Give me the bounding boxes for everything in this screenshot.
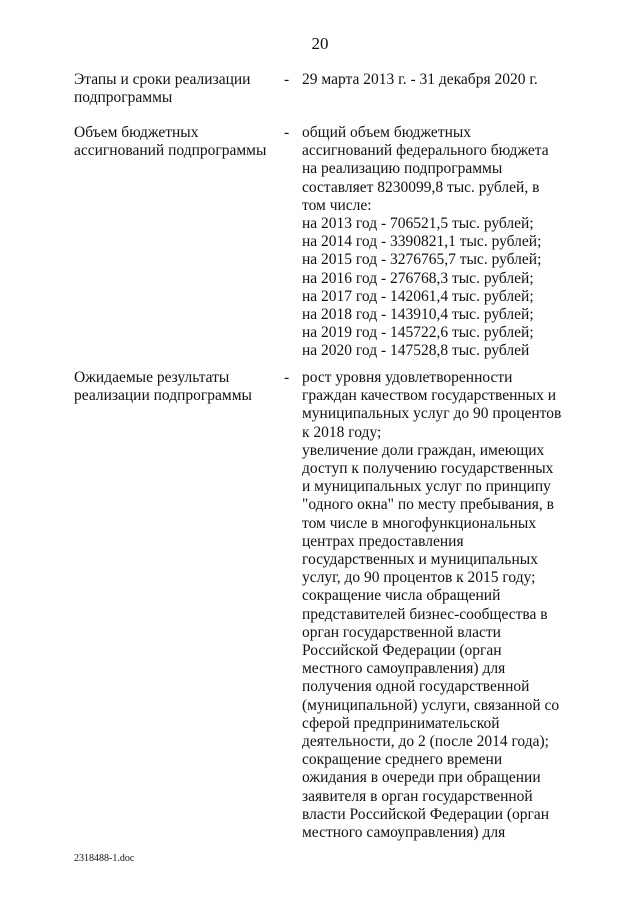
separator-dash: - <box>284 71 290 88</box>
value-line: на 2014 год - 3390821,1 тыс. рублей; <box>302 233 542 251</box>
value-line: доступ к получению государственных <box>302 460 554 478</box>
value-line: (муниципальной) услуги, связанной со <box>302 696 560 714</box>
value-line: сокращение среднего времени <box>302 751 503 769</box>
value-line: услуг, до 90 процентов к 2015 году; <box>302 569 536 587</box>
value-line: местного самоуправления) для <box>302 824 506 842</box>
value-line: "одного окна" по месту пребывания, в <box>302 496 554 514</box>
value-line: на 2013 год - 706521,5 тыс. рублей; <box>302 215 534 233</box>
value-line: получения одной государственной <box>302 678 530 696</box>
value-line: Российской Федерации (орган <box>302 642 502 660</box>
section-label <box>74 71 274 107</box>
label-line: Объем бюджетных <box>74 124 199 141</box>
value-line: 29 марта 2013 г. - 31 декабря 2020 г. <box>302 71 538 88</box>
value-line: заявителя в орган государственной <box>302 787 533 805</box>
page-number: 20 <box>311 34 329 53</box>
value-line: местного самоуправления) для <box>302 660 506 678</box>
value-line: к 2018 году; <box>302 423 382 441</box>
value-line: сокращение числа обращений <box>302 587 501 605</box>
document-footer: 2318488-1.doc <box>74 853 135 864</box>
value-line: ассигнований федерального бюджета <box>302 142 549 160</box>
value-line: сферой предпринимательской <box>302 714 500 732</box>
value-line: составляет 8230099,8 тыс. рублей, в <box>302 178 540 196</box>
value-line: деятельности, до 2 (после 2014 года); <box>302 733 549 751</box>
label-line: Ожидаемые результаты <box>74 369 230 386</box>
label-line: реализации подпрограммы <box>74 387 252 405</box>
section-value <box>302 369 574 842</box>
value-line: на 2016 год - 276768,3 тыс. рублей; <box>302 269 534 287</box>
section-value <box>302 124 574 361</box>
section-value <box>302 71 574 89</box>
separator-dash: - <box>284 369 290 386</box>
label-line: Этапы и сроки реализации <box>74 71 251 88</box>
value-line: том числе: <box>302 196 372 214</box>
section-label <box>74 369 274 405</box>
separator-dash: - <box>284 124 290 141</box>
value-line: на реализацию подпрограммы <box>302 160 503 178</box>
value-line: ожидания в очереди при обращении <box>302 769 541 787</box>
value-line: том числе в многофункциональных <box>302 514 537 532</box>
value-line: на 2017 год - 142061,4 тыс. рублей; <box>302 287 534 305</box>
value-line: представителей бизнес-сообщества в <box>302 605 548 623</box>
value-line: власти Российской Федерации (орган <box>302 805 550 823</box>
section-label <box>74 124 274 160</box>
value-line: рост уровня удовлетворенности <box>302 369 513 386</box>
label-line: ассигнований подпрограммы <box>74 142 267 160</box>
value-line: на 2020 год - 147528,8 тыс. рублей <box>302 342 530 360</box>
value-line: на 2015 год - 3276765,7 тыс. рублей; <box>302 251 542 269</box>
value-line: муниципальных услуг до 90 процентов <box>302 405 562 423</box>
value-line: государственных и муниципальных <box>302 551 538 569</box>
value-line: и муниципальных услуг по принципу <box>302 478 551 496</box>
value-line: общий объем бюджетных <box>302 124 472 141</box>
label-line: подпрограммы <box>74 89 173 107</box>
value-line: центрах предоставления <box>302 532 464 550</box>
value-line: увеличение доли граждан, имеющих <box>302 441 545 459</box>
value-line: на 2018 год - 143910,4 тыс. рублей; <box>302 306 534 324</box>
value-line: орган государственной власти <box>302 623 501 641</box>
value-line: граждан качеством государственных и <box>302 387 557 405</box>
value-line: на 2019 год - 145722,6 тыс. рублей; <box>302 324 534 342</box>
